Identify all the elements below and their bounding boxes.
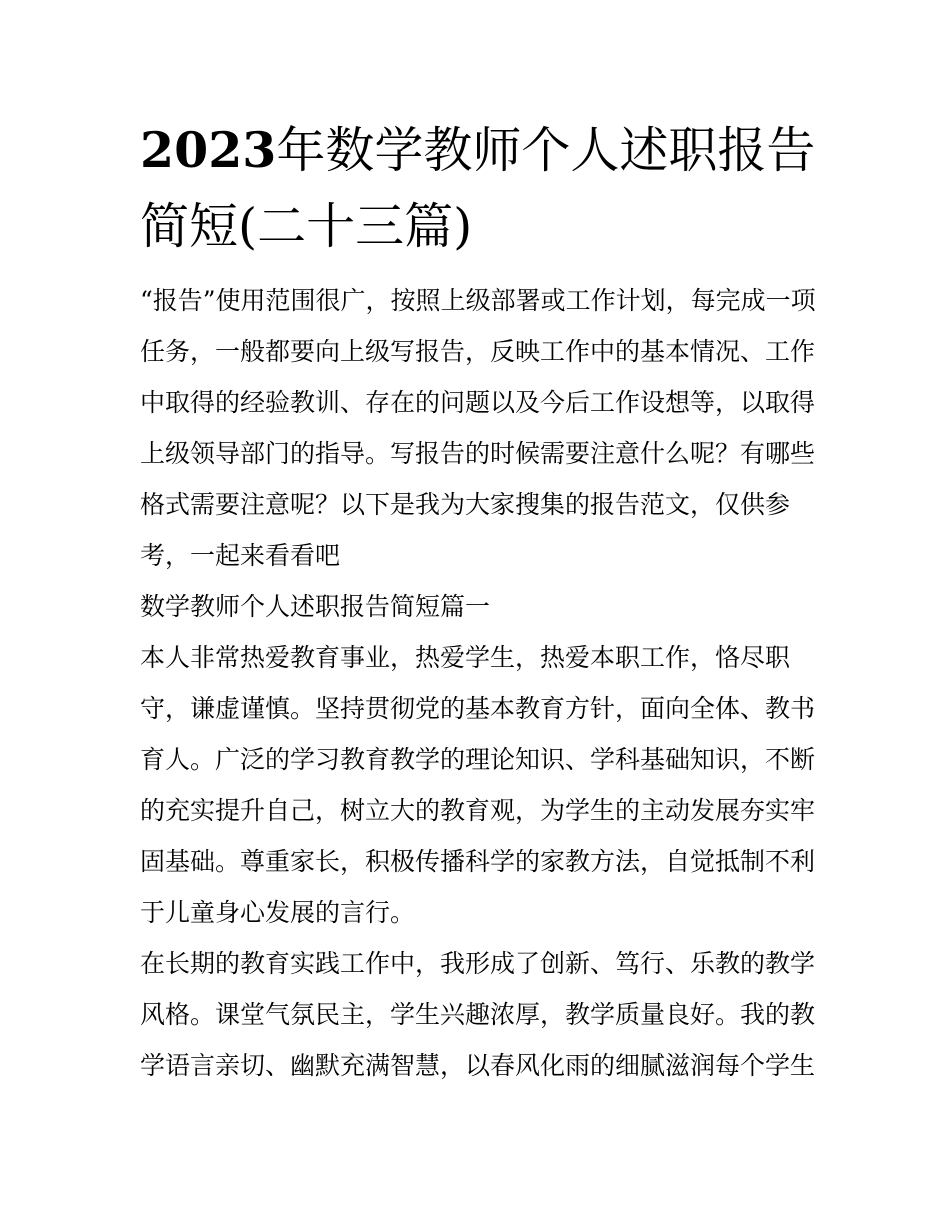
document-title [140, 112, 830, 265]
body-paragraph: 本人非常热爱教育事业，热爱学生，热爱本职工作，恪尽职守，谦虚谨慎。坚持贯彻党的基本教育方针，面向全体、教书育人。广泛的学习教育教学的理论知识、学科基础知识，不断的充实提升自己，树立大的教育观，为学生的主动发展夯实牢固基础。尊重家长，积极传播科学的家教方法，自觉抵制不利于儿童身心发展的言行。 [140, 643, 816, 927]
title-text: 年数学教师个人述职报告简短(二十三篇) [140, 122, 816, 255]
section-heading: 数学教师个人述职报告简短篇一 [140, 592, 491, 621]
title-year: 2023 [140, 121, 277, 179]
body-paragraph: 在长期的教育实践工作中，我形成了创新、笃行、乐教的教学风格。课堂气氛民主，学生兴趣浓厚，教学质量良好。我的教学语言亲切、幽默充满智慧，以春风化雨的细腻滋润每个学生 [140, 949, 816, 1080]
intro-paragraph: “报告”使用范围很广，按照上级部署或工作计划，每完成一项任务，一般都要向上级写报告，反映工作中的基本情况、工作中取得的经验教训、存在的问题以及今后工作设想等，以取得上级领导部门的指导。写报告的时候需要注意什么呢？有哪些格式需要注意呢？以下是我为大家搜集的报告范文，仅供参考，一起来看看吧 [140, 286, 816, 570]
document-body [140, 275, 830, 1091]
